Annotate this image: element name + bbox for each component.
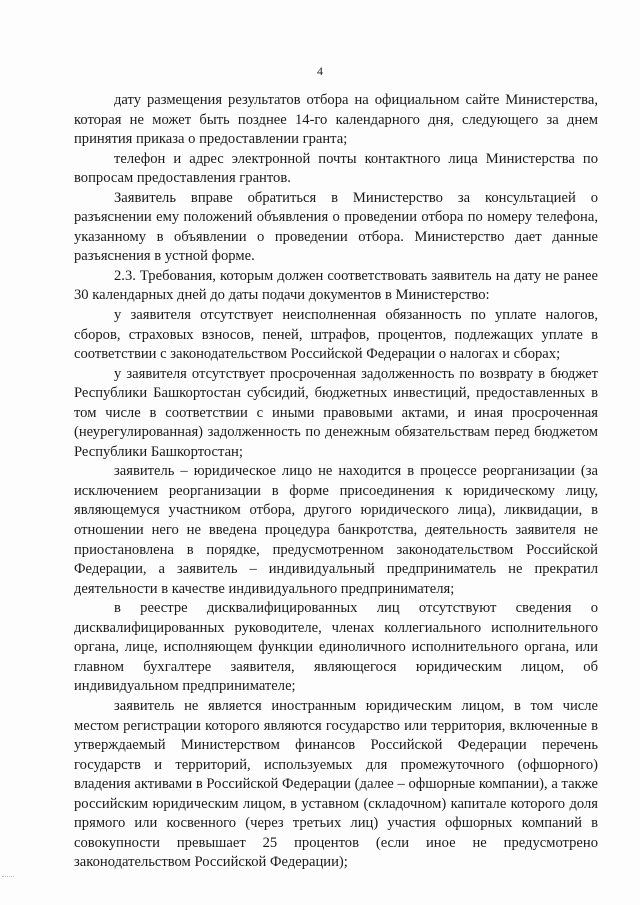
paragraph-contact-phone-email: телефон и адрес электронной почты контактного лица Министерства по вопросам предоставления грантов. [74,150,598,187]
paragraph-no-overdue-budget-debt: у заявителя отсутствует просроченная задолженность по возврату в бюджет Республики Башкортостан субсидий, бюджетных инвестиций, предоставленных в том числе в соответствии с иными правовыми актами, и иная просроченная (неурегулированная) задолженность по денежным обязательствам перед бюджетом Республики Башкортостан; [74,365,598,460]
paragraph-not-foreign-offshore: заявитель не является иностранным юридическим лицом, в том числе местом регистрации которого являются государство или территория, включенные в утверждаемый Министерством финансов Российской Федерации перечень государств и территорий, используемых для промежуточного (офшорного) владения активами в Российской Федерации (далее – офшорные компании), а также российским юридическим лицом, в уставном (складочном) капитале которого доля прямого или косвенного (через третьих лиц) участия офшорных компаний в совокупности превышает 25 процентов (если иное не предусмотрено законодательством Российской Федерации); [74,697,598,871]
body-text [74,91,598,873]
paragraph-result-publication-date: дату размещения результатов отбора на официальном сайте Министерства, которая не может быть позднее 14-го календарного дня, следующего за днем принятия приказа о предоставлении гранта; [74,92,598,148]
scan-edge-mark [2,876,14,879]
page-number: 4 [317,64,323,78]
paragraph-no-tax-debt: у заявителя отсутствует неисполненная обязанность по уплате налогов, сборов, страховых взносов, пеней, штрафов, процентов, подлежащих уплате в соответствии с законодательством Российской Федерации о налогах и сборах; [74,307,598,363]
paragraph-section-2-3-requirements: 2.3. Требования, которым должен соответствовать заявитель на дату не ранее 30 календарных дней до даты подачи документов в Министерство: [74,267,598,304]
paragraph-no-reorganization-liquidation: заявитель – юридическое лицо не находится в процессе реорганизации (за исключением реорганизации в форме присоединения к юридическому лицу, являющемуся участником отбора, другого юридического лица), ликвидации, в отношении него не введена процедура банкротства, деятельность заявителя не приостановлена в порядке, предусмотренном законодательством Российской Федерации, а заявитель – индивидуальный предприниматель не прекратил деятельности в качестве индивидуального предпринимателя; [74,463,598,597]
paragraph-no-disqualified-persons: в реестре дисквалифицированных лиц отсутствуют сведения о дисквалифицированных руководителе, членах коллегиального исполнительного органа, лице, исполняющем функции единоличного исполнительного органа, или главном бухгалтере заявителя, являющегося юридическим лицом, об индивидуальном предпринимателе; [74,600,598,695]
paragraph-consultation-right: Заявитель вправе обратиться в Министерство за консультацией о разъяснении ему положений объявления о проведении отбора по номеру телефона, указанному в объявлении о проведении отбора. Министерство дает данные разъяснения в устной форме. [74,189,598,265]
